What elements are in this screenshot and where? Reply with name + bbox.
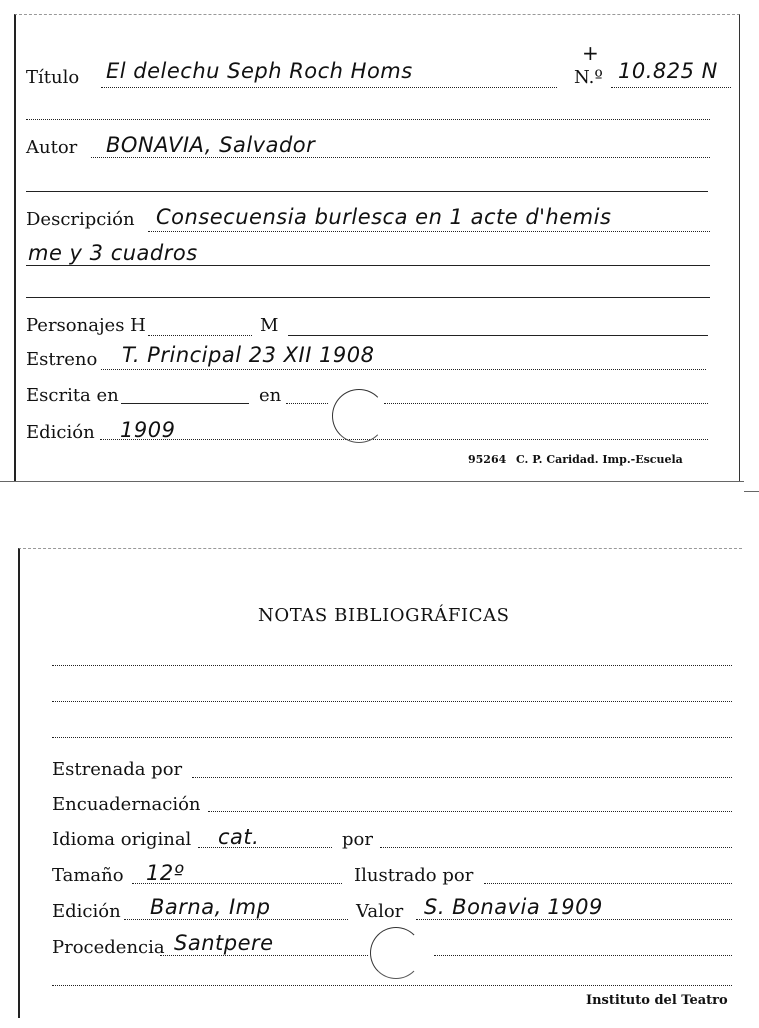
procedencia-value: Santpere bbox=[174, 931, 274, 955]
descripcion-value-1: Consecuensia burlesca en 1 acte d'hemis bbox=[156, 205, 612, 229]
stamp-mark-back bbox=[370, 927, 422, 979]
edicion-label: Edición bbox=[26, 422, 95, 443]
personajes-m-label: M bbox=[260, 315, 279, 336]
edicion-back-line bbox=[124, 919, 348, 920]
stamp-mark bbox=[332, 389, 386, 443]
estrenada-line bbox=[192, 777, 732, 778]
escrita-line bbox=[121, 403, 249, 404]
estreno-label: Estreno bbox=[26, 349, 98, 370]
catalog-card-front bbox=[14, 14, 740, 482]
encuadernacion-line bbox=[208, 811, 732, 812]
valor-line bbox=[416, 919, 732, 920]
numero-value: 10.825 N bbox=[618, 59, 718, 83]
notas-heading: NOTAS BIBLIOGRÁFICAS bbox=[258, 605, 510, 626]
personajes-m-line bbox=[288, 335, 708, 336]
idioma-line bbox=[198, 847, 332, 848]
procedencia-line-2 bbox=[434, 955, 732, 956]
idioma-label: Idioma original bbox=[52, 829, 192, 850]
edicion-line bbox=[100, 439, 708, 440]
notas-line-2 bbox=[52, 701, 732, 702]
titulo-label: Título bbox=[26, 67, 80, 88]
cross-mark: + bbox=[582, 41, 600, 65]
escrita-label: Escrita en bbox=[26, 385, 119, 406]
estrenada-label: Estrenada por bbox=[52, 759, 183, 780]
autor-value: BONAVIA, Salvador bbox=[106, 133, 316, 157]
escrita-en-line bbox=[286, 403, 328, 404]
idioma-por-label: por bbox=[342, 829, 373, 850]
numero-line bbox=[611, 87, 731, 88]
blank-line-3 bbox=[26, 297, 710, 298]
notas-line-1 bbox=[52, 665, 732, 666]
notas-bottom-line bbox=[52, 985, 732, 986]
edicion-value: 1909 bbox=[120, 418, 176, 442]
titulo-value: El delechu Seph Roch Homs bbox=[106, 59, 413, 83]
edicion-back-label: Edición bbox=[52, 901, 121, 922]
descripcion-line-1 bbox=[148, 231, 710, 232]
ilustrado-label: Ilustrado por bbox=[354, 865, 474, 886]
titulo-line bbox=[101, 87, 557, 88]
procedencia-label: Procedencia bbox=[52, 937, 165, 958]
card-front-edge-right bbox=[744, 491, 759, 492]
personajes-label: Personajes H bbox=[26, 315, 146, 336]
tamano-label: Tamaño bbox=[52, 865, 124, 886]
autor-line bbox=[91, 157, 710, 158]
catalog-card-back bbox=[18, 548, 742, 1018]
valor-value: S. Bonavia 1909 bbox=[424, 895, 603, 919]
card-front-bottom-edge bbox=[0, 481, 744, 482]
blank-line-1 bbox=[26, 119, 710, 120]
notas-line-3 bbox=[52, 737, 732, 738]
tamano-value: 12º bbox=[146, 861, 185, 885]
tamano-line bbox=[132, 883, 342, 884]
descripcion-value-2: me y 3 cuadros bbox=[28, 241, 198, 265]
printer-text: C. P. Caridad. Imp.-Escuela bbox=[516, 453, 683, 466]
numero-label: N.º bbox=[574, 67, 603, 88]
escrita-en-label: en bbox=[259, 385, 282, 406]
escrita-en-line-2 bbox=[384, 403, 708, 404]
descripcion-label: Descripción bbox=[26, 209, 135, 230]
procedencia-line bbox=[160, 955, 368, 956]
valor-label: Valor bbox=[356, 901, 404, 922]
idioma-por-line bbox=[380, 847, 732, 848]
ilustrado-line bbox=[484, 883, 732, 884]
autor-label: Autor bbox=[26, 137, 78, 158]
edicion-back-value: Barna, Imp bbox=[150, 895, 271, 919]
estreno-value: T. Principal 23 XII 1908 bbox=[122, 343, 375, 367]
personajes-h-line bbox=[148, 335, 252, 336]
blank-line-2 bbox=[26, 191, 708, 192]
idioma-value: cat. bbox=[218, 825, 260, 849]
institution-name: Instituto del Teatro bbox=[586, 993, 728, 1008]
descripcion-line-2 bbox=[26, 265, 710, 266]
encuadernacion-label: Encuadernación bbox=[52, 794, 201, 815]
estreno-line bbox=[101, 369, 706, 370]
printer-code: 95264 bbox=[468, 453, 507, 466]
